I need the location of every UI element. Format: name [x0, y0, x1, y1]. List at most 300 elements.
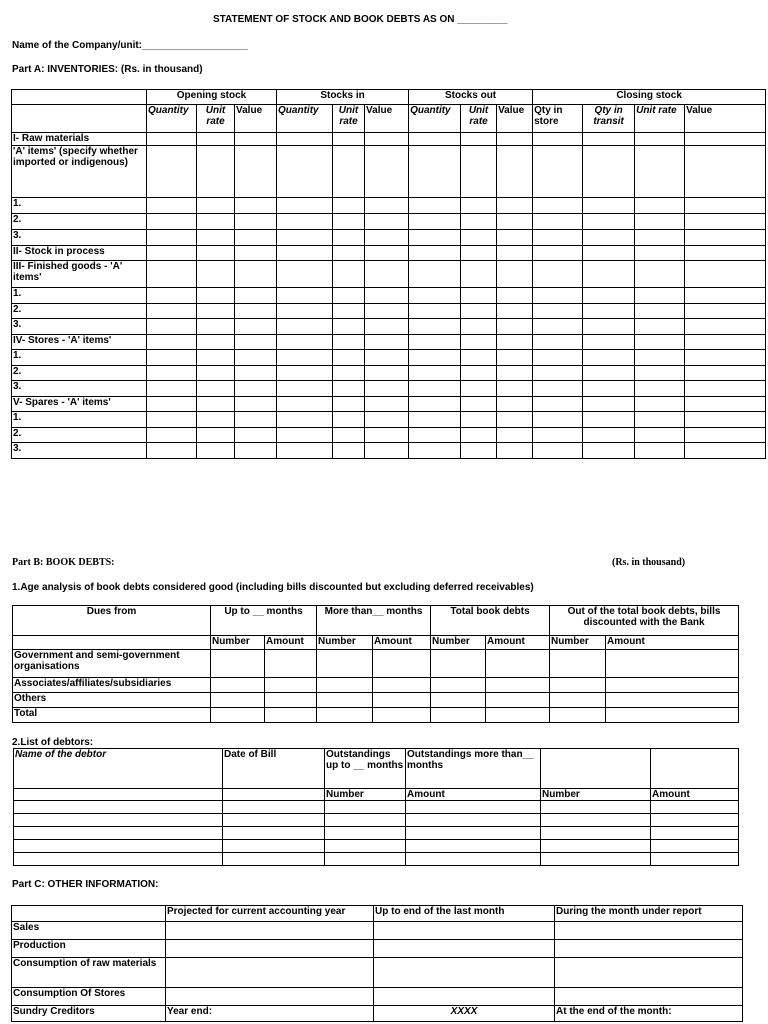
age-cell[interactable] [550, 693, 606, 708]
inventory-cell[interactable] [583, 381, 635, 397]
inventory-cell[interactable] [533, 133, 583, 146]
inventory-cell[interactable] [685, 428, 766, 443]
inventory-cell[interactable] [533, 350, 583, 366]
inventory-cell[interactable] [409, 214, 461, 230]
inventory-cell[interactable] [365, 133, 409, 146]
inventory-cell[interactable] [685, 350, 766, 366]
inventory-cell[interactable] [235, 288, 277, 304]
age-cell[interactable] [431, 650, 486, 678]
age-cell[interactable] [211, 693, 265, 708]
inventory-cell[interactable] [685, 412, 766, 428]
age-cell[interactable] [550, 678, 606, 693]
inventory-cell[interactable] [635, 246, 685, 261]
inventory-cell[interactable] [461, 214, 497, 230]
inventory-cell[interactable] [333, 288, 365, 304]
inventory-cell[interactable] [461, 288, 497, 304]
inventory-cell[interactable] [635, 261, 685, 288]
debtor-cell[interactable] [223, 827, 325, 840]
inventory-cell[interactable] [147, 412, 197, 428]
inventory-cell[interactable] [533, 366, 583, 381]
inventory-cell[interactable] [533, 230, 583, 246]
inventory-cell[interactable] [235, 133, 277, 146]
inventory-cell[interactable] [365, 304, 409, 319]
inventory-cell[interactable] [365, 335, 409, 350]
inventory-cell[interactable] [461, 428, 497, 443]
inventory-cell[interactable] [147, 381, 197, 397]
inventory-cell[interactable] [235, 304, 277, 319]
inventory-cell[interactable] [635, 366, 685, 381]
inventory-cell[interactable] [235, 443, 277, 459]
inventory-cell[interactable] [461, 304, 497, 319]
debtor-cell[interactable] [541, 840, 651, 853]
inventory-cell[interactable] [583, 146, 635, 198]
inventory-cell[interactable] [333, 350, 365, 366]
inventory-cell[interactable] [365, 412, 409, 428]
inventory-cell[interactable] [277, 350, 333, 366]
inventory-cell[interactable] [409, 397, 461, 412]
inventory-cell[interactable] [583, 214, 635, 230]
inventory-cell[interactable] [197, 335, 235, 350]
inventory-cell[interactable] [497, 261, 533, 288]
inventory-cell[interactable] [333, 412, 365, 428]
inventory-cell[interactable] [147, 366, 197, 381]
inventory-cell[interactable] [277, 146, 333, 198]
inventory-cell[interactable] [147, 319, 197, 335]
age-cell[interactable] [373, 678, 431, 693]
age-cell[interactable] [211, 678, 265, 693]
age-cell[interactable] [211, 650, 265, 678]
inventory-cell[interactable] [365, 443, 409, 459]
inventory-cell[interactable] [685, 261, 766, 288]
inventory-cell[interactable] [497, 319, 533, 335]
inventory-cell[interactable] [461, 350, 497, 366]
inventory-cell[interactable] [409, 443, 461, 459]
inventory-cell[interactable] [685, 246, 766, 261]
inventory-cell[interactable] [409, 246, 461, 261]
inventory-cell[interactable] [365, 214, 409, 230]
inventory-cell[interactable] [635, 319, 685, 335]
inventory-cell[interactable] [497, 133, 533, 146]
inventory-cell[interactable] [235, 428, 277, 443]
inventory-cell[interactable] [365, 397, 409, 412]
inventory-cell[interactable] [277, 304, 333, 319]
age-cell[interactable] [265, 708, 317, 723]
inventory-cell[interactable] [147, 288, 197, 304]
inventory-cell[interactable] [277, 335, 333, 350]
age-cell[interactable] [373, 708, 431, 723]
age-cell[interactable] [486, 650, 550, 678]
inventory-cell[interactable] [333, 261, 365, 288]
inventory-cell[interactable] [635, 288, 685, 304]
inventory-cell[interactable] [533, 288, 583, 304]
inventory-cell[interactable] [461, 230, 497, 246]
inventory-cell[interactable] [533, 214, 583, 230]
inventory-cell[interactable] [685, 198, 766, 214]
inventory-cell[interactable] [197, 261, 235, 288]
inventory-cell[interactable] [685, 288, 766, 304]
inventory-cell[interactable] [333, 246, 365, 261]
inventory-cell[interactable] [461, 261, 497, 288]
inventory-cell[interactable] [409, 304, 461, 319]
inventory-cell[interactable] [409, 381, 461, 397]
inventory-cell[interactable] [583, 366, 635, 381]
inventory-cell[interactable] [497, 146, 533, 198]
inventory-cell[interactable] [533, 397, 583, 412]
inventory-cell[interactable] [635, 214, 685, 230]
inventory-cell[interactable] [409, 428, 461, 443]
debtor-cell[interactable] [223, 853, 325, 866]
inventory-cell[interactable] [235, 319, 277, 335]
inventory-cell[interactable] [365, 350, 409, 366]
inventory-cell[interactable] [583, 261, 635, 288]
debtor-cell[interactable] [325, 827, 406, 840]
age-cell[interactable] [486, 693, 550, 708]
age-cell[interactable] [606, 693, 739, 708]
inventory-cell[interactable] [497, 366, 533, 381]
inventory-cell[interactable] [235, 214, 277, 230]
inventory-cell[interactable] [461, 146, 497, 198]
inventory-cell[interactable] [197, 350, 235, 366]
inventory-cell[interactable] [497, 443, 533, 459]
inventory-cell[interactable] [533, 319, 583, 335]
inventory-cell[interactable] [461, 319, 497, 335]
inventory-cell[interactable] [583, 198, 635, 214]
inventory-cell[interactable] [685, 319, 766, 335]
inventory-cell[interactable] [365, 319, 409, 335]
inventory-cell[interactable] [533, 246, 583, 261]
debtor-cell[interactable] [651, 840, 739, 853]
inventory-cell[interactable] [583, 443, 635, 459]
opening-stock-header: Opening stock [147, 90, 277, 105]
inventory-cell[interactable] [685, 133, 766, 146]
inventory-cell[interactable] [147, 350, 197, 366]
inventory-cell[interactable] [365, 198, 409, 214]
inventory-cell[interactable] [197, 288, 235, 304]
inventory-cell[interactable] [409, 230, 461, 246]
inventory-cell[interactable] [685, 335, 766, 350]
inventory-cell[interactable] [461, 366, 497, 381]
inventory-cell[interactable] [685, 381, 766, 397]
inventory-cell[interactable] [497, 428, 533, 443]
inventory-cell[interactable] [365, 366, 409, 381]
inventory-cell[interactable] [635, 350, 685, 366]
inventory-cell[interactable] [409, 133, 461, 146]
inventory-cell[interactable] [497, 246, 533, 261]
inventory-cell[interactable] [583, 304, 635, 319]
debtor-cell[interactable] [406, 801, 541, 814]
inventory-cell[interactable] [147, 198, 197, 214]
inventory-cell[interactable] [533, 304, 583, 319]
inventory-cell[interactable] [235, 335, 277, 350]
inventory-cell[interactable] [197, 146, 235, 198]
inventory-cell[interactable] [277, 397, 333, 412]
inventory-cell[interactable] [409, 198, 461, 214]
inventory-cell[interactable] [461, 381, 497, 397]
inventory-cell[interactable] [197, 133, 235, 146]
debtor-cell[interactable] [223, 840, 325, 853]
debtor-cell[interactable] [541, 801, 651, 814]
inventory-cell[interactable] [333, 443, 365, 459]
age-cell[interactable] [211, 708, 265, 723]
inventory-cell[interactable] [277, 428, 333, 443]
inventory-cell[interactable] [409, 146, 461, 198]
inventory-cell[interactable] [635, 304, 685, 319]
inventory-cell[interactable] [235, 230, 277, 246]
inventory-cell[interactable] [333, 146, 365, 198]
inventory-cell[interactable] [685, 366, 766, 381]
debtor-cell[interactable] [651, 853, 739, 866]
debtor-cell[interactable] [541, 853, 651, 866]
inventory-cell[interactable] [583, 288, 635, 304]
inventory-cell[interactable] [197, 381, 235, 397]
age-cell[interactable] [373, 650, 431, 678]
inventory-cell[interactable] [635, 397, 685, 412]
inventory-cell[interactable] [497, 214, 533, 230]
inventory-cell[interactable] [197, 230, 235, 246]
inventory-cell[interactable] [583, 319, 635, 335]
inventory-cell[interactable] [235, 146, 277, 198]
inventory-cell[interactable] [333, 319, 365, 335]
age-cell[interactable] [606, 650, 739, 678]
inventory-cell[interactable] [497, 335, 533, 350]
inventory-cell[interactable] [533, 381, 583, 397]
inventory-cell[interactable] [277, 366, 333, 381]
inventory-cell[interactable] [333, 230, 365, 246]
inventory-cell[interactable] [235, 261, 277, 288]
inventory-cell[interactable] [197, 246, 235, 261]
inventory-cell[interactable] [147, 443, 197, 459]
inventory-cell[interactable] [409, 335, 461, 350]
inventory-cell[interactable] [461, 412, 497, 428]
inventory-cell[interactable] [197, 366, 235, 381]
inventory-cell[interactable] [685, 443, 766, 459]
debtor-cell[interactable] [223, 801, 325, 814]
inventory-cell[interactable] [365, 428, 409, 443]
inventory-cell[interactable] [685, 304, 766, 319]
inventory-cell[interactable] [197, 198, 235, 214]
inventory-cell[interactable] [235, 412, 277, 428]
inventory-cell[interactable] [277, 230, 333, 246]
debtor-cell[interactable] [406, 853, 541, 866]
inventory-cell[interactable] [497, 304, 533, 319]
inventory-cell[interactable] [235, 397, 277, 412]
inventory-cell[interactable] [365, 261, 409, 288]
debtor-cell[interactable] [651, 801, 739, 814]
inventory-cell[interactable] [497, 350, 533, 366]
inventory-cell[interactable] [635, 230, 685, 246]
inventory-cell[interactable] [147, 146, 197, 198]
inventory-cell[interactable] [333, 381, 365, 397]
inventory-cell[interactable] [147, 304, 197, 319]
inventory-cell[interactable] [685, 397, 766, 412]
inventory-cell[interactable] [583, 428, 635, 443]
debtor-cell[interactable] [325, 814, 406, 827]
age-cell[interactable] [550, 650, 606, 678]
inventory-cell[interactable] [365, 230, 409, 246]
debtor-cell[interactable] [325, 840, 406, 853]
inventory-cell[interactable] [409, 366, 461, 381]
age-cell[interactable] [373, 693, 431, 708]
age-cell[interactable] [550, 708, 606, 723]
inventory-cell[interactable] [461, 198, 497, 214]
inventory-cell[interactable] [147, 261, 197, 288]
debtor-cell[interactable] [325, 853, 406, 866]
inventory-cell[interactable] [333, 428, 365, 443]
inventory-cell[interactable] [461, 246, 497, 261]
inventory-cell[interactable] [197, 412, 235, 428]
inventory-cell[interactable] [197, 214, 235, 230]
inventory-cell[interactable] [533, 443, 583, 459]
inventory-cell[interactable] [583, 350, 635, 366]
inventory-cell[interactable] [277, 412, 333, 428]
debtor-cell[interactable] [14, 814, 223, 827]
inventory-cell[interactable] [461, 335, 497, 350]
inventory-cell[interactable] [497, 198, 533, 214]
inventory-cell[interactable] [635, 428, 685, 443]
inventory-cell[interactable] [635, 146, 685, 198]
inventory-cell[interactable] [147, 335, 197, 350]
inventory-cell[interactable] [333, 335, 365, 350]
debtor-cell[interactable] [406, 827, 541, 840]
debtor-cell[interactable] [14, 840, 223, 853]
inventory-cell[interactable] [409, 350, 461, 366]
inventory-cell[interactable] [409, 288, 461, 304]
inventory-row [12, 335, 766, 350]
inventory-cell[interactable] [461, 397, 497, 412]
inventory-cell[interactable] [497, 412, 533, 428]
inventory-cell[interactable] [583, 335, 635, 350]
inventory-cell[interactable] [533, 261, 583, 288]
debtor-cell[interactable] [14, 853, 223, 866]
inventory-cell[interactable] [333, 133, 365, 146]
age-cell[interactable] [431, 693, 486, 708]
age-cell[interactable] [431, 678, 486, 693]
inventory-cell[interactable] [235, 350, 277, 366]
age-cell[interactable] [606, 678, 739, 693]
inventory-cell[interactable] [277, 246, 333, 261]
age-cell[interactable] [265, 678, 317, 693]
inventory-cell[interactable] [497, 397, 533, 412]
age-cell[interactable] [486, 708, 550, 723]
debtor-cell[interactable] [651, 814, 739, 827]
age-cell[interactable] [265, 650, 317, 678]
number-header: Number [431, 636, 486, 650]
inventory-cell[interactable] [409, 412, 461, 428]
inventory-cell[interactable] [147, 246, 197, 261]
inventory-cell[interactable] [277, 381, 333, 397]
inventory-cell[interactable] [235, 198, 277, 214]
inventory-cell[interactable] [635, 412, 685, 428]
inventory-cell[interactable] [685, 214, 766, 230]
inventory-cell[interactable] [277, 443, 333, 459]
debtor-cell[interactable] [541, 814, 651, 827]
inventory-cell[interactable] [583, 412, 635, 428]
debtor-cell[interactable] [325, 801, 406, 814]
age-cell[interactable] [265, 693, 317, 708]
inventory-cell[interactable] [197, 319, 235, 335]
debtor-cell[interactable] [406, 840, 541, 853]
inventory-cell[interactable] [409, 319, 461, 335]
inventory-cell[interactable] [685, 230, 766, 246]
inventory-cell[interactable] [635, 443, 685, 459]
inventory-cell[interactable] [533, 146, 583, 198]
inventory-cell[interactable] [533, 412, 583, 428]
inventory-cell[interactable] [635, 133, 685, 146]
inventory-cell[interactable] [333, 397, 365, 412]
inventory-cell[interactable] [497, 288, 533, 304]
inventory-cell[interactable] [461, 443, 497, 459]
inventory-cell[interactable] [277, 214, 333, 230]
inventory-cell[interactable] [583, 246, 635, 261]
inventory-cell[interactable] [497, 230, 533, 246]
bills-discounted-header: Out of the total book debts, bills discounted with the Bank [550, 606, 739, 636]
inventory-cell[interactable] [635, 381, 685, 397]
inventory-cell[interactable] [583, 397, 635, 412]
inventory-cell[interactable] [461, 133, 497, 146]
debtor-cell[interactable] [651, 827, 739, 840]
inventory-cell[interactable] [235, 381, 277, 397]
age-cell[interactable] [317, 708, 373, 723]
inventory-cell[interactable] [197, 443, 235, 459]
inventory-cell[interactable] [277, 198, 333, 214]
inventory-cell[interactable] [235, 366, 277, 381]
inventory-cell[interactable] [533, 198, 583, 214]
inventory-cell[interactable] [235, 246, 277, 261]
inventory-cell[interactable] [685, 146, 766, 198]
inventory-cell[interactable] [333, 198, 365, 214]
inventory-cell[interactable] [409, 261, 461, 288]
inventory-cell[interactable] [533, 335, 583, 350]
inventory-cell[interactable] [333, 366, 365, 381]
inventory-cell[interactable] [277, 261, 333, 288]
inventory-cell[interactable] [365, 246, 409, 261]
inventory-cell[interactable] [147, 397, 197, 412]
debtor-cell[interactable] [223, 814, 325, 827]
inventory-cell[interactable] [147, 230, 197, 246]
inventory-cell[interactable] [147, 214, 197, 230]
inventory-cell[interactable] [635, 198, 685, 214]
debtor-cell[interactable] [541, 827, 651, 840]
inventory-cell[interactable] [277, 288, 333, 304]
inventory-cell[interactable] [333, 304, 365, 319]
inventory-cell[interactable] [277, 133, 333, 146]
age-cell[interactable] [317, 693, 373, 708]
debtor-cell[interactable] [406, 814, 541, 827]
inventory-cell[interactable] [583, 133, 635, 146]
inventory-cell[interactable] [147, 133, 197, 146]
age-cell[interactable] [431, 708, 486, 723]
inventory-cell[interactable] [277, 319, 333, 335]
inventory-cell[interactable] [333, 214, 365, 230]
inventory-cell[interactable] [533, 428, 583, 443]
debtor-cell[interactable] [14, 827, 223, 840]
debtor-cell[interactable] [14, 801, 223, 814]
inventory-cell[interactable] [365, 146, 409, 198]
inventory-cell[interactable] [583, 230, 635, 246]
inventory-cell[interactable] [497, 381, 533, 397]
inventory-cell[interactable] [147, 428, 197, 443]
age-cell[interactable] [486, 678, 550, 693]
inventory-cell[interactable] [365, 288, 409, 304]
inventory-cell[interactable] [635, 335, 685, 350]
inventory-cell[interactable] [197, 397, 235, 412]
age-cell[interactable] [317, 678, 373, 693]
age-cell[interactable] [606, 708, 739, 723]
inventory-cell[interactable] [197, 304, 235, 319]
inventory-cell[interactable] [197, 428, 235, 443]
age-cell[interactable] [317, 650, 373, 678]
inventory-cell[interactable] [365, 381, 409, 397]
